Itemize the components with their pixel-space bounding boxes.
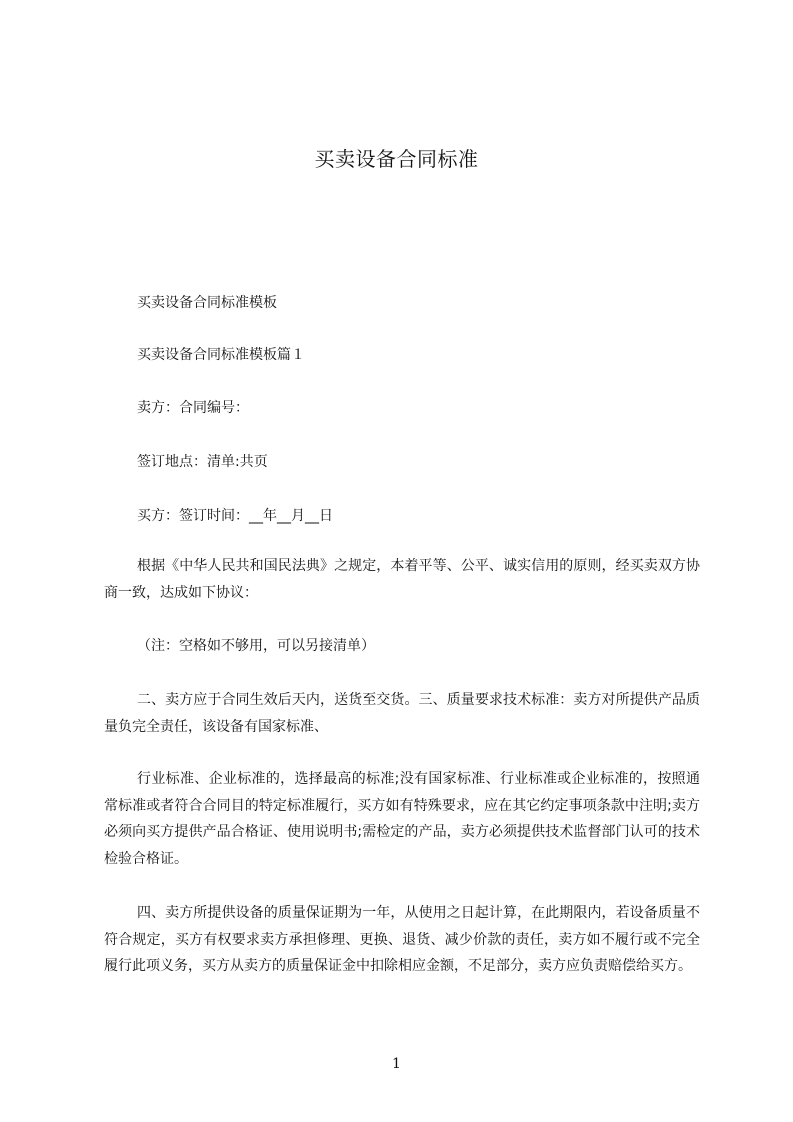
buyer-line: 买方：签订时间：__年__月__日 bbox=[137, 508, 333, 524]
template-subheading: 买卖设备合同标准模板篇１ bbox=[137, 347, 305, 363]
page-number: 1 bbox=[392, 1056, 401, 1072]
note-paragraph: （注：空格如不够用，可以另接清单） bbox=[137, 638, 375, 654]
intro-paragraph: 根据《中华人民共和国民法典》之规定，本着平等、公平、诚实信用的原则，经买卖双方协商一致，达成如下协议： bbox=[104, 558, 700, 601]
seller-line: 卖方：合同编号： bbox=[137, 400, 249, 416]
template-heading: 买卖设备合同标准模板 bbox=[137, 295, 277, 311]
signing-place-line: 签订地点：清单:共页 bbox=[137, 454, 268, 470]
document-title: 买卖设备合同标准 bbox=[314, 147, 479, 171]
standards-paragraph: 行业标准、企业标准的，选择最高的标准;没有国家标准、行业标准或企业标准的，按照通常标准或者符合合同目的特定标准履行，买方如有特殊要求，应在其它约定事项条款中注明;卖方必须向买方提供产品合格证、使用说明书;需检定的产品，卖方必须提供技术监督部门认可的技术检验合格证。 bbox=[104, 771, 700, 867]
warranty-paragraph: 四、卖方所提供设备的质量保证期为一年，从使用之日起计算，在此期限内，若设备质量不符合规定，买方有权要求卖方承担修理、更换、退货、减少价款的责任，卖方如不履行或不完全履行此项义务，买方从卖方的质量保证金中扣除相应金额，不足部分，卖方应负责赔偿给买方。 bbox=[104, 905, 700, 974]
delivery-quality-paragraph: 二、卖方应于合同生效后天内，送货至交货。三、质量要求技术标准：卖方对所提供产品质量负完全责任，该设备有国家标准、 bbox=[104, 692, 700, 735]
